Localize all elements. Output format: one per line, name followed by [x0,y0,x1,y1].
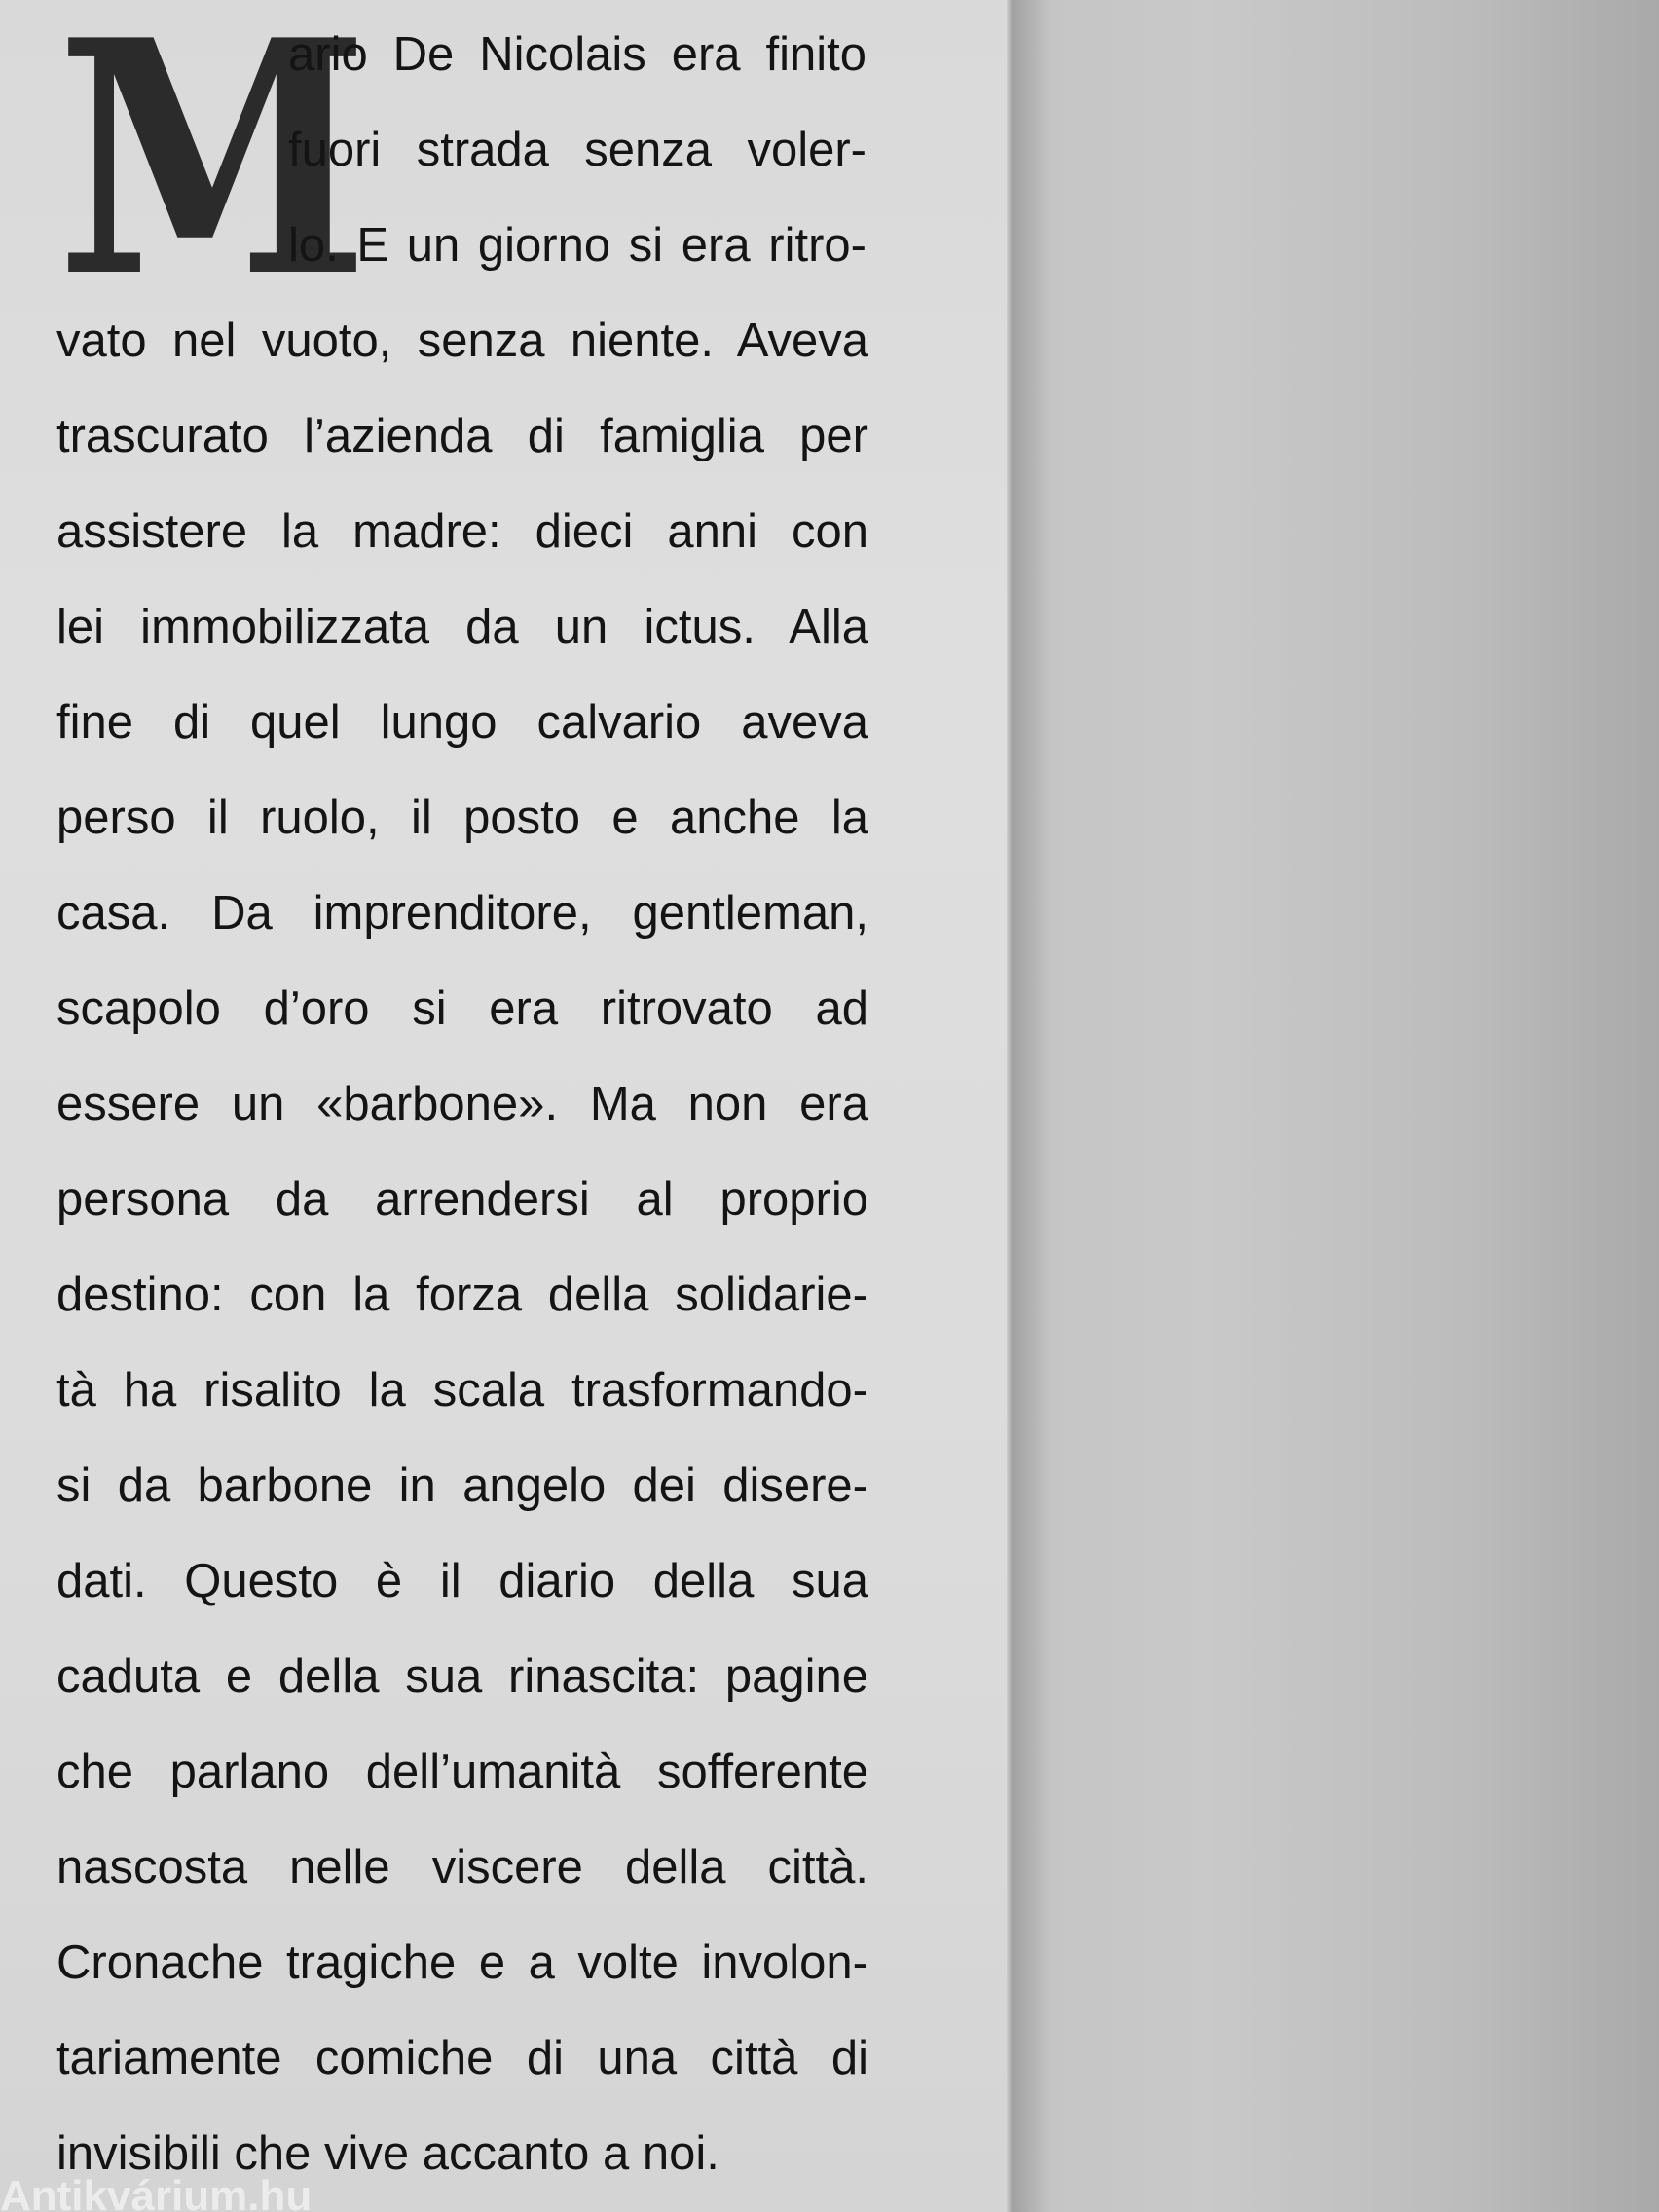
page-shadow [1013,0,1051,2212]
text-line: trascurato l’azienda di famiglia per [56,410,868,462]
text-line: assistere la madre: dieci anni con [56,505,868,558]
text-line: lei immobilizzata da un ictus. Alla [56,601,868,653]
watermark: Antikvárium.hu [0,2177,313,2212]
text-line: caduta e della sua rinascita: pagine [56,1650,868,1703]
background-surface [1013,0,1659,2212]
text-line: essere un «barbone». Ma non era [56,1078,868,1130]
text-line: perso il ruolo, il posto e anche la [56,792,868,844]
text-line: destino: con la forza della solidarie- [56,1269,868,1321]
text-line: tà ha risalito la scala trasformando- [56,1364,868,1417]
text-line: vato nel vuoto, senza niente. Aveva [56,314,868,367]
text-line: fine di quel lungo calvario aveva [56,696,868,749]
text-line: scapolo d’oro si era ritrovato ad [56,982,868,1035]
text-line: Cronache tragiche e a volte involon- [56,1936,868,1989]
page-edge [1007,0,1013,2212]
text-line: ario De Nicolais era finito [288,28,866,81]
text-line: che parlano dell’umanità sofferente [56,1746,868,1798]
drop-cap: M [56,0,370,348]
text-line: nascosta nelle viscere della città. [56,1841,868,1894]
text-line: tariamente comiche di una città di [56,2032,868,2084]
text-line: invisibili che vive accanto a noi. [56,2127,719,2180]
text-line: lo. E un giorno si era ritro- [288,219,866,272]
text-line: persona da arrendersi al proprio [56,1173,868,1226]
text-line: fuori strada senza voler- [288,124,866,176]
text-line: dati. Questo è il diario della sua [56,1555,868,1607]
text-line: casa. Da imprenditore, gentleman, [56,887,868,940]
text-line: si da barbone in angelo dei disere- [56,1459,868,1512]
